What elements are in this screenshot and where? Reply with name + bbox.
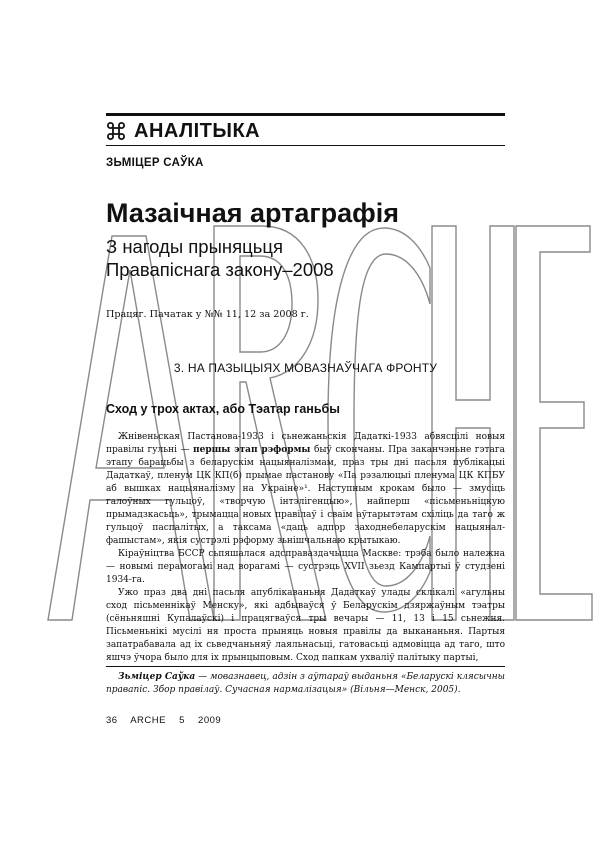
continuation-note: Працяг. Пачатак у №№ 11, 12 за 2008 г.: [106, 309, 309, 320]
article-title: Мазаічная артаграфія: [106, 198, 400, 228]
article-body: [106, 431, 505, 665]
subsection-heading: Сход у трох актах, або Тэатар ганьбы: [106, 402, 340, 416]
page-footer: [106, 715, 231, 726]
section-title: АНАЛІТЫКА: [134, 119, 261, 142]
subtitle-line-2: Правапіснага закону–2008: [106, 259, 334, 280]
section-header: [106, 118, 505, 144]
paragraph-text: Жнівеньская Пастанова-1933 і сьнежаньскія Дадаткі-1933 абвясцілі новыя правілы гульні —: [106, 432, 505, 455]
body-paragraph: [106, 587, 505, 665]
header-divider: [106, 145, 505, 146]
paragraph-text: Кіраўніцтва БССР сьпяшалася адсправаздачыцца Маскве: трэба было належна — новымі перамогамі над ворагамі — сустрэць XVII зьезд Кампартыі ў студзені 1934-га.: [106, 549, 505, 585]
body-paragraph: [106, 431, 505, 548]
footnote-divider: [106, 666, 505, 667]
paragraph-text: Ужо праз два дні пасьля апублікаваньня Дадаткаў улады склікалі «агульны сход пісьменнікаў Менску», які адбываўся ў Беларускім дзяржаўным тэатры (сёньняшні Купалаўскі) і працягваўся тры вечары — 11, 13 і 15 сьнежня. Пісьменьнікі мусілі ня проста прыняць новыя правілы да выкананьня. Партыя запатрабавала ад іх сьведчаньняў лаяльнасьці, гатовасьці адмовіцца ад таго, што яшчэ ўчора было для іх прынцыповым. Сход папкам ухваліў палітыку партыі,: [106, 588, 505, 663]
footnote-text: — мовазнавец, адзін з аўтараў выданьня «Беларускі клясычны правапіс. Збор правілаў. Сучасная нармалізацыя» (Вільня—Менск, 2005).: [106, 672, 505, 695]
command-key-icon: [106, 121, 126, 141]
journal-name: ARCHE: [130, 715, 166, 726]
issue-year: 2009: [198, 715, 222, 726]
issue-number: 5: [179, 715, 185, 726]
chapter-heading: 3. НА ПАЗЫЦЫЯХ МОВАЗНАЎЧАГА ФРОНТУ: [173, 361, 438, 375]
subtitle-line-1: З нагоды прыняцьця: [106, 236, 283, 257]
page-number: 36: [106, 715, 118, 726]
body-paragraph: [106, 548, 505, 587]
paragraph-bold-text: першы этап рэформы: [193, 445, 311, 455]
author-footnote: [106, 671, 505, 697]
header-rule: [106, 113, 505, 116]
footnote-author: Зьміцер Саўка: [118, 672, 196, 682]
article-subtitle: [106, 235, 334, 281]
author-name: ЗЬМІЦЕР САЎКА: [106, 157, 204, 169]
paragraph-text: быў скончаны. Пра заканчэньне гэтага этапу барацьбы з беларускім нацыяналізмам, праз тры дні пасьля публікацыі Дадаткаў, пленум ЦК КП(б) прымае пастанову «Па рэзалюцыі пленума ЦК КПБУ аб вышках нацыяналізму на Украіне»¹. Наступным крокам было — змусіць галоўных гульцоў, «творчую інтэлігенцыю», найперш «пісьменьніцкую прымадзкасьць», трымаццa новых правілаў і сваім аўтарытэтам схіліць да таго ж гульцоў паспалітых, а таксама «даць адпор заходнебеларускім нацыянал-фашыстам», якія сустрэлі рэформу зьнішчальнаю крытыкаю.: [106, 445, 505, 546]
